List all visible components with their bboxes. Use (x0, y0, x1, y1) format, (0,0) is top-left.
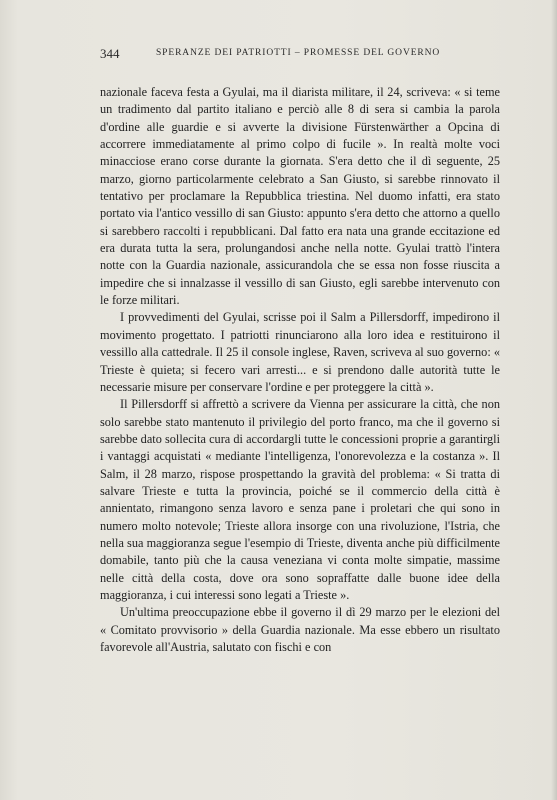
paragraph-2: I provvedimenti del Gyulai, scrisse poi il Salm a Pillersdorff, impedirono il movimento progettato. I patriotti rinunciarono alla loro idea e restituirono il vessillo alla cattedrale. Il 25 il console inglese, Raven, scriveva al suo governo: « Trieste è quieta; si fecero vari arresti... e si prendono dalle autorità tutte le necessarie misure per conservare l'ordine e per proteggere la città ». (100, 310, 500, 394)
paragraph-4: Un'ultima preoccupazione ebbe il governo il dì 29 marzo per le elezioni del « Comitato provvisorio » della Guardia nazionale. Ma esse ebbero un risultato favorevole all'Austria, salutato con fischi e con (100, 605, 500, 654)
running-head: SPERANZE DEI PATRIOTTI – PROMESSE DEL GOVERNO (156, 48, 441, 58)
body-text (100, 84, 500, 656)
page-number: 344 (100, 46, 120, 61)
page-edge-shadow (551, 0, 557, 800)
paragraph-3: Il Pillersdorff si affrettò a scrivere da Vienna per assicurare la città, che non solo sarebbe stato mantenuto il privilegio del porto franco, ma che il governo si sarebbe dato sollecita cura di accordargli tutte le concessioni proprie a garantirgli i vantaggi acquistati « mediante l'intelligenza, l'onorevolezza e la costanza ». Il Salm, il 28 marzo, rispose prospettando la gravità del problema: « Si tratta di salvare Trieste e tutta la provincia, poiché se il commercio della città è annientato, rimangono senza lavoro e senza pane i proletari che qui sono in numero molto notevole; Trieste allora insorge con una rivoluzione, l'Istria, che nella sua maggioranza segue l'esempio di Trieste, diventa anche più difficilmente domabile, tanto più che la causa veneziana vi conta molte simpatie, massime nelle città della costa, dove ora sono sopraffatte dalle buone idee della maggioranza, i cui interessi sono legati a Trieste ». (100, 397, 500, 602)
paragraph-1: nazionale faceva festa a Gyulai, ma il diarista militare, il 24, scriveva: « si teme un tradimento dal partito italiano e perciò alle 8 di sera si cambia la parola d'ordine alle guardie e si avverte la divisione Fürstenwärther a Opcina di accorrere immediatamente al primo colpo di fucile ». In realtà molte voci minacciose erano corse durante la giornata. S'era detto che il dì seguente, 25 marzo, giorno particolarmente celebrato a San Giusto, si sarebbe rinnovato il tentativo per proclamare la Repubblica triestina. Nel duomo infatti, era stato portato via l'antico vessillo di san Giusto: appunto s'era detto che attorno a quello si sarebbero raccolti i repubblicani. Dal fatto era nata una grande eccitazione ed era durata tutta la sera, prolungandosi anche nella notte. Gyulai trattò l'intera notte con la Guardia nazionale, assicurandola che se essa non fosse riuscita a impedire che si innalzasse il vessillo di san Giusto, egli sarebbe intervenuto con le forze militari. (100, 85, 500, 308)
